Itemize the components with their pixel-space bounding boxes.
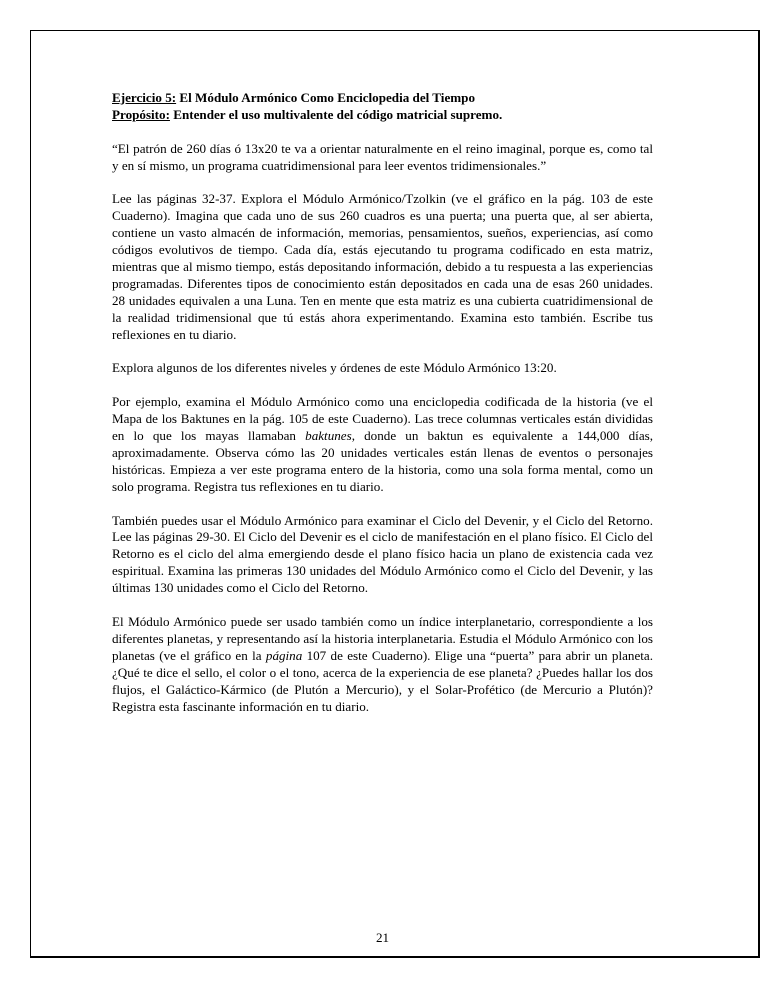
quote-paragraph: “El patrón de 260 días ó 13x20 te va a orientar naturalmente en el reino imaginal, porque es, como tal y en sí mismo, un programa cuatridimensional para leer eventos tridimensionales.”	[112, 140, 653, 173]
italic-term: baktunes	[305, 428, 352, 444]
italic-term: página	[265, 647, 303, 663]
page-content	[112, 90, 653, 715]
paragraph-text: El Módulo Armónico puede ser usado también como un índice interplanetario, correspondiente a los diferentes planetas, y representando así la historia interplanetaria. Estudia el Módulo Armónico con los planetas (ve el gráfico en la	[112, 614, 653, 663]
paragraph-text: 107 de este Cuaderno). Elige una “puerta” para abrir un planeta. ¿Qué te dice el sello, el color o el tono, acerca de la experiencia de ese planeta? ¿Puedes hallar los dos flujos, el Galáctico-Kármico (de Plutón a Mercurio), y el Solar-Profético (de Mercurio a Plutón)? Registra esta fascinante información en tu diario.	[112, 647, 653, 714]
page-number: 21	[375, 930, 390, 945]
purpose-text: Entender el uso multivalente del código matricial supremo.	[173, 106, 503, 122]
purpose-label: Propósito:	[112, 106, 170, 122]
paragraph-text: , donde un baktun es equivalente a 144,000 días, aproximadamente. Observa cómo las 20 unidades verticales están llenas de eventos o personajes históricas. Empieza a ver este programa entero de la historia, como una sola forma mental, como un solo programa. Registra tus reflexiones en tu diario.	[112, 428, 653, 494]
paragraph-cycles: También puedes usar el Módulo Armónico para examinar el Ciclo del Devenir, y el Ciclo del Retorno. Lee las páginas 29-30. El Ciclo del Devenir es el ciclo de manifestación en el plano físico. El Ciclo del Retorno es el ciclo del alma emergiendo desde el plano físico hacia un plano de existencia cada vez espiritual. Examina las primeras 130 unidades del Módulo Armónico como el Ciclo del Devenir, y las últimas 130 unidades como el Ciclo del Retorno.	[112, 512, 653, 596]
paragraph-explore-module: Lee las páginas 32-37. Explora el Módulo Armónico/Tzolkin (ve el gráfico en la pág. 103 de este Cuaderno). Imagina que cada uno de sus 260 cuadros es una puerta; una puerta que, al ser abierta, contiene un vasto almacén de información, memorias, pensamientos, sueños, experiencias, así como códigos evolutivos de tiempo. Cada día, estás ejecutando tu programa codificado en esta matriz, mientras que al mismo tiempo, estás depositando información, debido a tu respuesta a las experiencias programadas. Diferentes tipos de conocimiento están depositados en cada una de esas 260 unidades. 28 unidades equivalen a una Luna. Ten en mente que esta matriz es una cubierta cuatridimensional de la realidad tridimensional que tú estás ahora experimentando. Examina esto también. Escribe tus reflexiones en tu diario.	[112, 191, 653, 342]
purpose-heading	[112, 107, 653, 124]
paragraph-levels: Explora algunos de los diferentes niveles y órdenes de este Módulo Armónico 13:20.	[112, 360, 557, 376]
paragraph-text: Por ejemplo, examina el Módulo Armónico como una enciclopedia codificada de la historia (ve el Mapa de los Baktunes en la pág. 105 de este Cuaderno). Las trece columnas verticales están divididas en lo que los mayas llamaban	[112, 394, 653, 444]
paragraph-interplanetary	[112, 614, 653, 715]
exercise-heading	[112, 90, 653, 107]
exercise-label: Ejercicio 5:	[112, 90, 177, 105]
exercise-title: El Módulo Armónico Como Enciclopedia del Tiempo	[179, 90, 475, 105]
paragraph-history-encyclopedia	[112, 394, 653, 495]
